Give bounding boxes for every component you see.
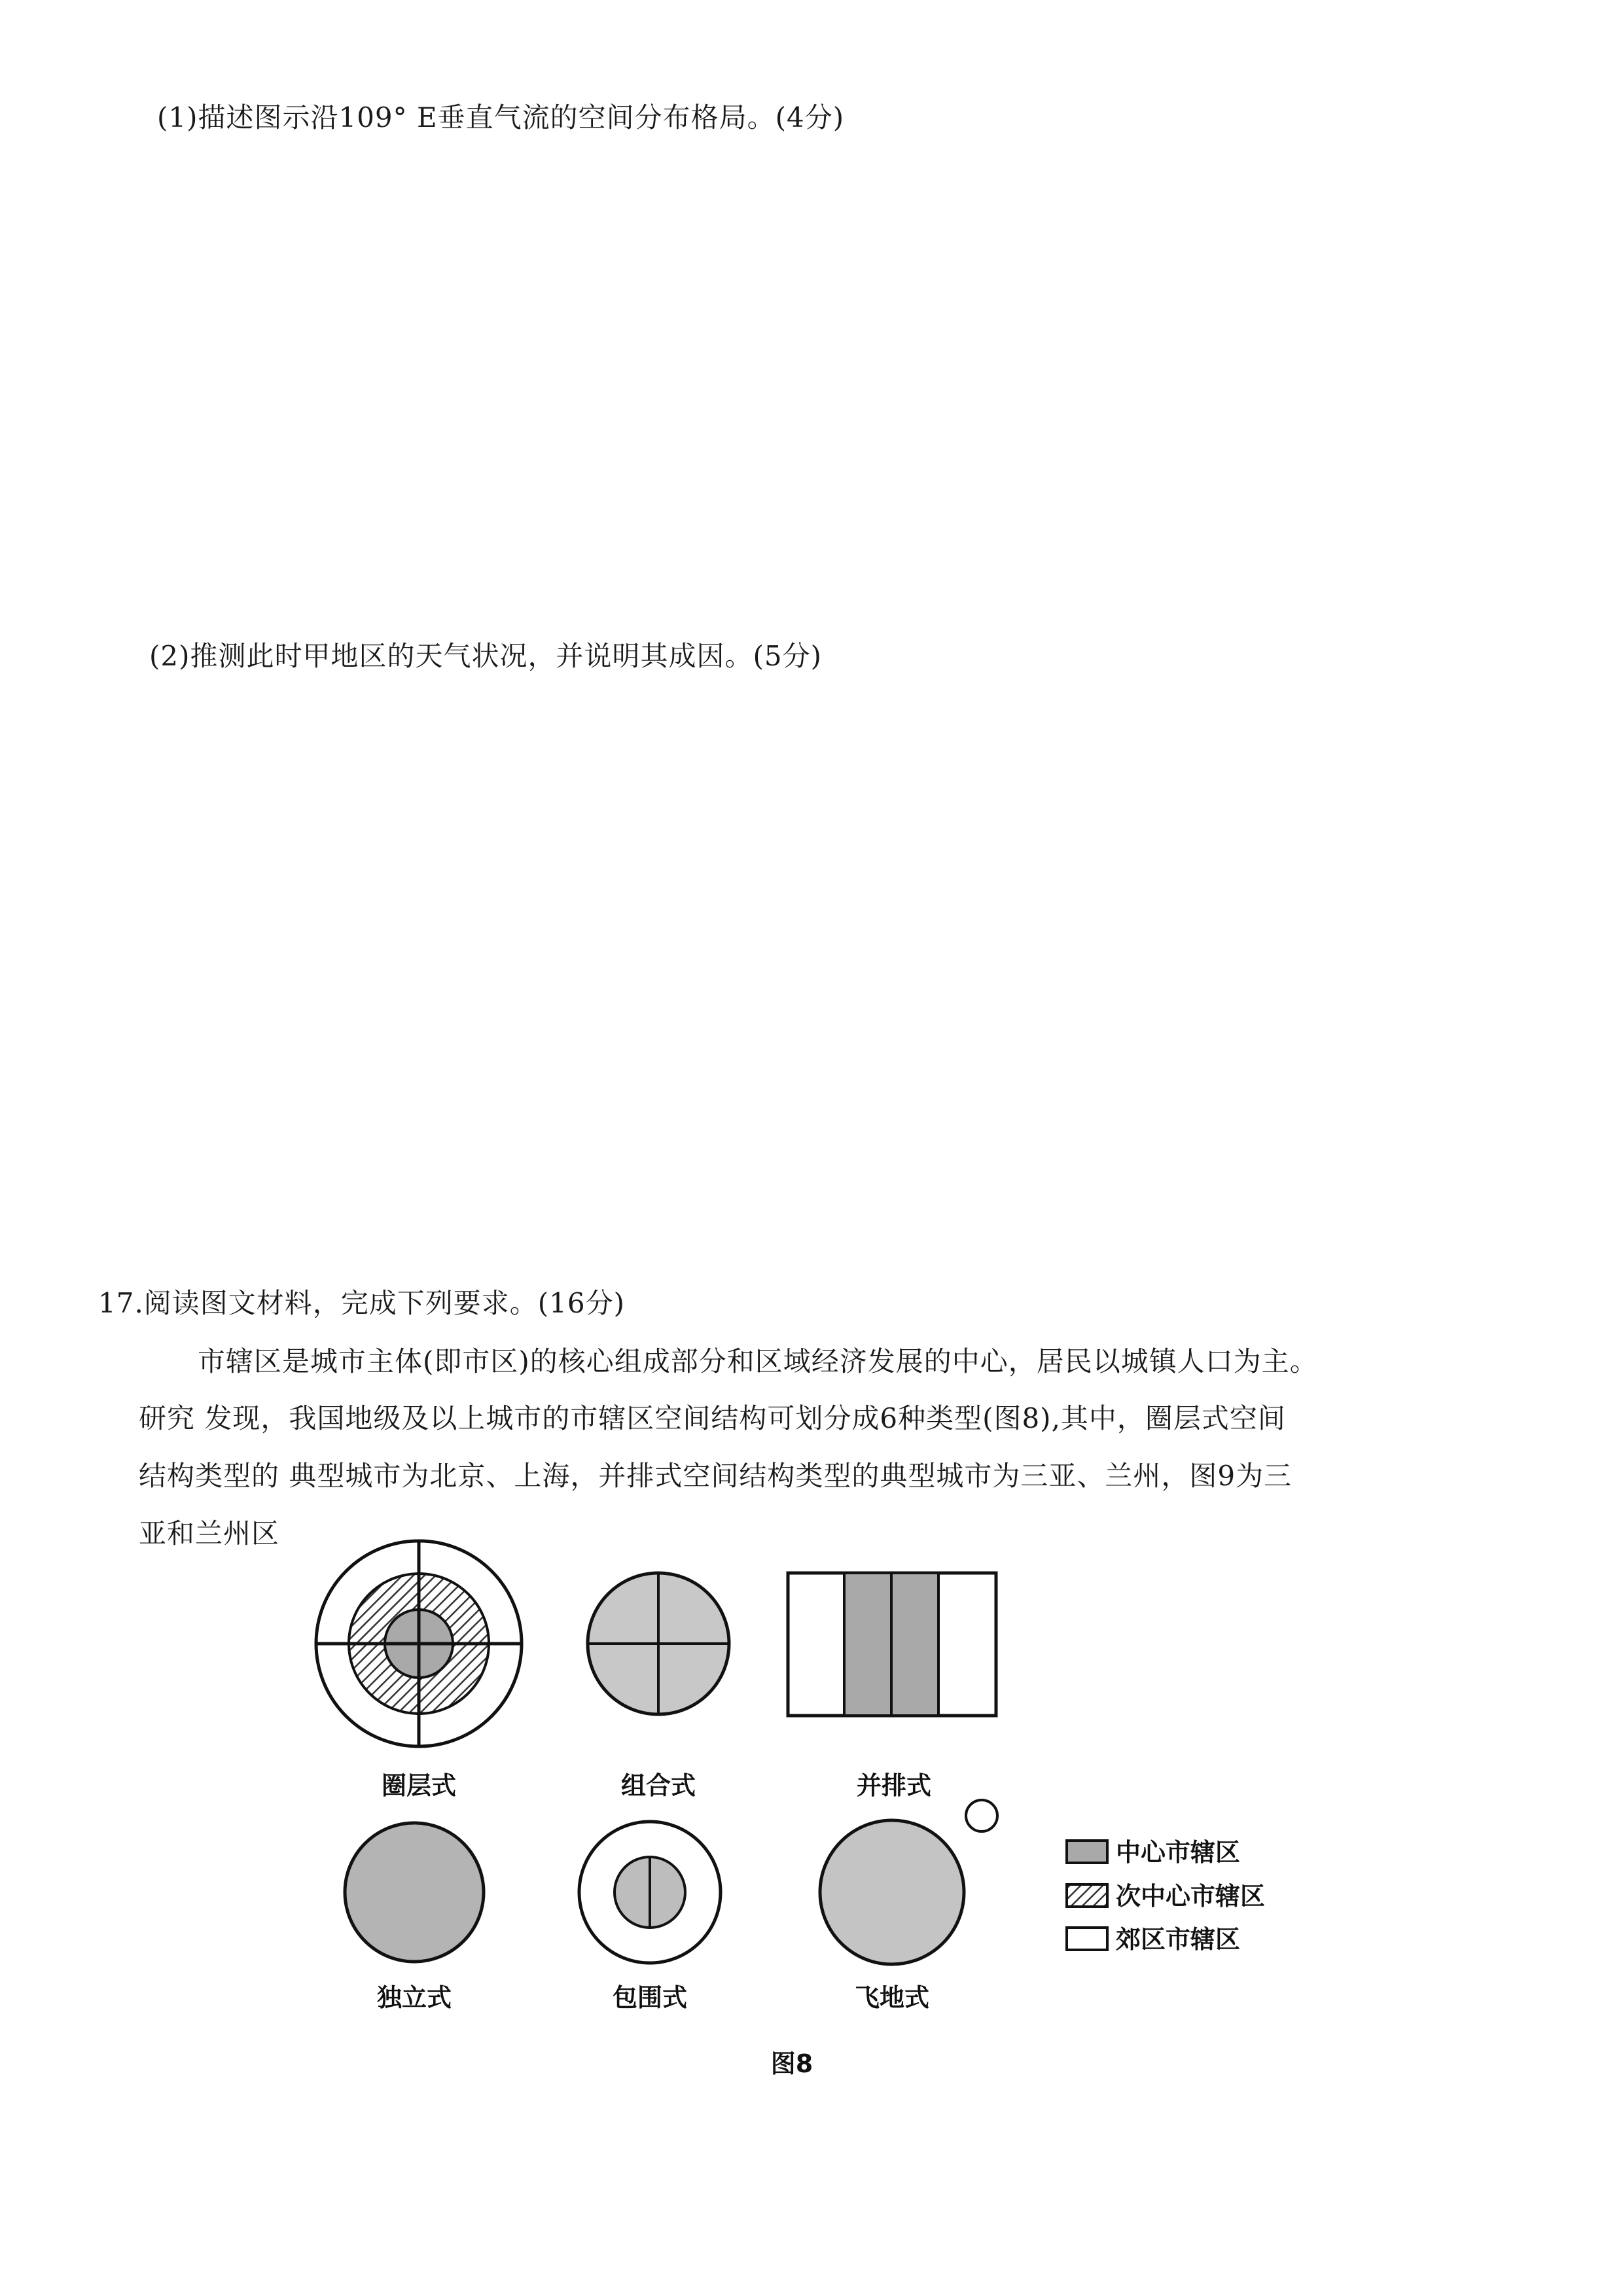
legend: [1067, 1838, 1265, 1954]
type-label-combined: 组合式: [620, 1771, 696, 1800]
legend-label-suburban: 郊区市辖区: [1116, 1925, 1241, 1954]
combined-type-diagram: [588, 1573, 729, 1714]
enclosed-type-diagram: [579, 1822, 721, 1963]
type-label-side-by-side: 并排式: [856, 1771, 932, 1800]
legend-swatch-subcenter: [1067, 1884, 1107, 1907]
layered-type-diagram: [316, 1541, 522, 1746]
question-1: (1)描述图示沿109° E垂直气流的空间分布格局。(4分): [157, 101, 845, 133]
side-by-side-type-diagram: [788, 1573, 996, 1716]
figure-caption: 图8: [770, 2049, 813, 2078]
type-label-layered: 圈层式: [381, 1771, 457, 1800]
question-2: (2)推测此时甲地区的天气状况，并说明其成因。(5分): [149, 640, 822, 672]
legend-label-subcenter: 次中心市辖区: [1116, 1882, 1266, 1911]
type-label-enclave: 飞地式: [854, 1983, 930, 2012]
legend-label-center: 中心市辖区: [1116, 1838, 1241, 1867]
material-line-1: 市辖区是城市主体(即市区)的核心组成部分和区域经济发展的中心，居民以城镇人口为主。: [198, 1345, 1318, 1377]
independent-type-diagram: [345, 1823, 484, 1962]
material-line-3: 结构类型的 典型城市为北京、上海，并排式空间结构类型的典型城市为三亚、兰州，图9为三: [139, 1460, 1293, 1492]
type-label-enclosed: 包围式: [612, 1983, 688, 2012]
enclave-type-diagram: [820, 1800, 997, 1964]
material-line-4: 亚和兰州区: [139, 1517, 280, 1549]
question-17-title: 17.阅读图文材料，完成下列要求。(16分): [98, 1287, 626, 1319]
type-label-independent: 独立式: [376, 1983, 452, 2012]
material-line-2: 研究 发现，我国地级及以上城市的市辖区空间结构可划分成6种类型(图8),其中，圈层式空间: [139, 1402, 1286, 1434]
legend-swatch-center: [1067, 1841, 1107, 1863]
legend-swatch-suburban: [1067, 1928, 1107, 1950]
